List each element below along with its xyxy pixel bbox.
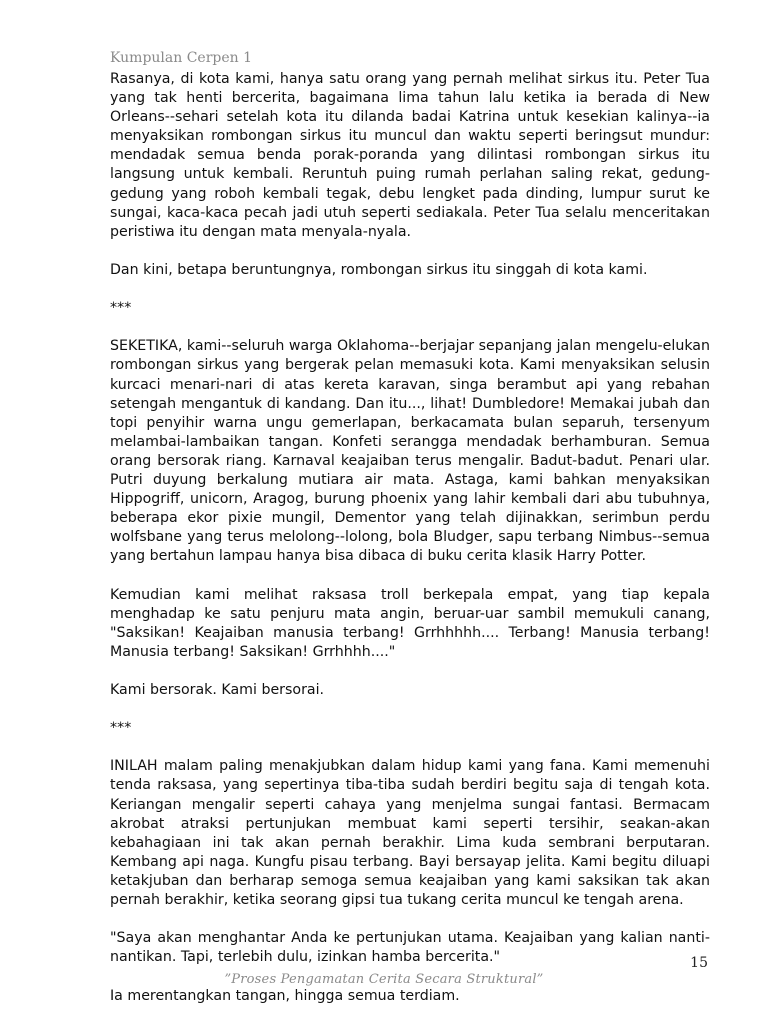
page-number: 15: [690, 955, 708, 971]
paragraph: Kemudian kami melihat raksasa troll berkepala empat, yang tiap kepala menghadap ke satu penjuru mata angin, beruar-uar sambil memukuli canang, "Saksikan! Keajaiban manusia terbang! Grrhhhhh.... Terbang! Manusia terbang! Manusia terbang! Saksikan! Grrhhhh....": [110, 586, 710, 660]
section-separator: ***: [110, 720, 132, 737]
section-separator: ***: [110, 300, 132, 317]
story-text: [110, 70, 710, 1025]
paragraph: Dan kini, betapa beruntungnya, rombongan sirkus itu singgah di kota kami.: [110, 261, 648, 278]
running-footer: ”Proses Pengamatan Cerita Secara Struktural”: [224, 972, 544, 987]
paragraph: INILAH malam paling menakjubkan dalam hidup kami yang fana. Kami memenuhi tenda raksasa, yang sepertinya tiba-tiba sudah berdiri begitu saja di tengah kota. Keriangan mengalir seperti cahaya yang menjelma sungai fantasi. Bermacam akrobat atraksi pertunjukan membuat kami seperti tersihir, seakan-akan kebahagiaan ini tak akan pernah berakhir. Lima kuda sembrani berputaran. Kembang api naga. Kungfu pisau terbang. Bayi bersayap jelita. Kami begitu diluapi ketakjuban dan berharap semoga semua keajaiban yang kami saksikan tak akan pernah berakhir, ketika seorang gipsi tua tukang cerita muncul ke tengah arena.: [110, 758, 710, 909]
running-header: Kumpulan Cerpen 1: [110, 50, 253, 66]
paragraph: Rasanya, di kota kami, hanya satu orang yang pernah melihat sirkus itu. Peter Tua yang tak henti bercerita, bagaimana lima tahun lalu ketika ia berada di New Orleans--sehari setelah kota itu dilanda badai Katrina untuk kesekian kalinya--ia menyaksikan rombongan sirkus itu muncul dan waktu seperti beringsut mundur: mendadak semua benda porak-poranda yang dilintasi rombongan sirkus itu langsung untuk kembali. Reruntuh puing rumah perlahan saling rekat, gedung-gedung yang roboh kembali tegak, debu lengket pada dinding, lumpur surut ke sungai, kaca-kaca pecah jadi utuh seperti sediakala. Peter Tua selalu menceritakan peristiwa itu dengan mata menyala-nyala.: [110, 71, 710, 240]
paragraph: SEKETIKA, kami--seluruh warga Oklahoma--berjajar sepanjang jalan mengelu-elukan rombongan sirkus yang bergerak pelan memasuki kota. Kami menyaksikan selusin kurcaci menari-nari di atas kereta karavan, singa berambut api yang rebahan setengah mengantuk di kandang. Dan itu..., lihat! Dumbledore! Memakai jubah dan topi penyihir warna ungu gemerlapan, berkacamata bulan separuh, tersenyum melambai-lambaikan tangan. Konfeti serangga mendadak berhamburan. Semua orang bersorak riang. Karnaval keajaiban terus mengalir. Badut-badut. Penari ular. Putri duyung berkalung mutiara air mata. Astaga, kami bahkan menyaksikan Hippogriff, unicorn, Aragog, burung phoenix yang lahir kembali dari abu tubuhnya, beberapa ekor pixie mungil, Dementor yang telah dijinakkan, serimbun perdu wolfsbane yang terus melolong--lolong, bola Bludger, sapu terbang Nimbus--semua yang bertahun lampau hanya bisa dibaca di buku cerita klasik Harry Potter.: [110, 338, 710, 565]
paragraph: "Saya akan menghantar Anda ke pertunjukan utama. Keajaiban yang kalian nanti-nantikan. Tapi, terlebih dulu, izinkan hamba bercerita.": [110, 930, 710, 966]
paragraph: Kami bersorak. Kami bersorai.: [110, 682, 325, 698]
paragraph: Ia merentangkan tangan, hingga semua terdiam.: [110, 987, 460, 1004]
